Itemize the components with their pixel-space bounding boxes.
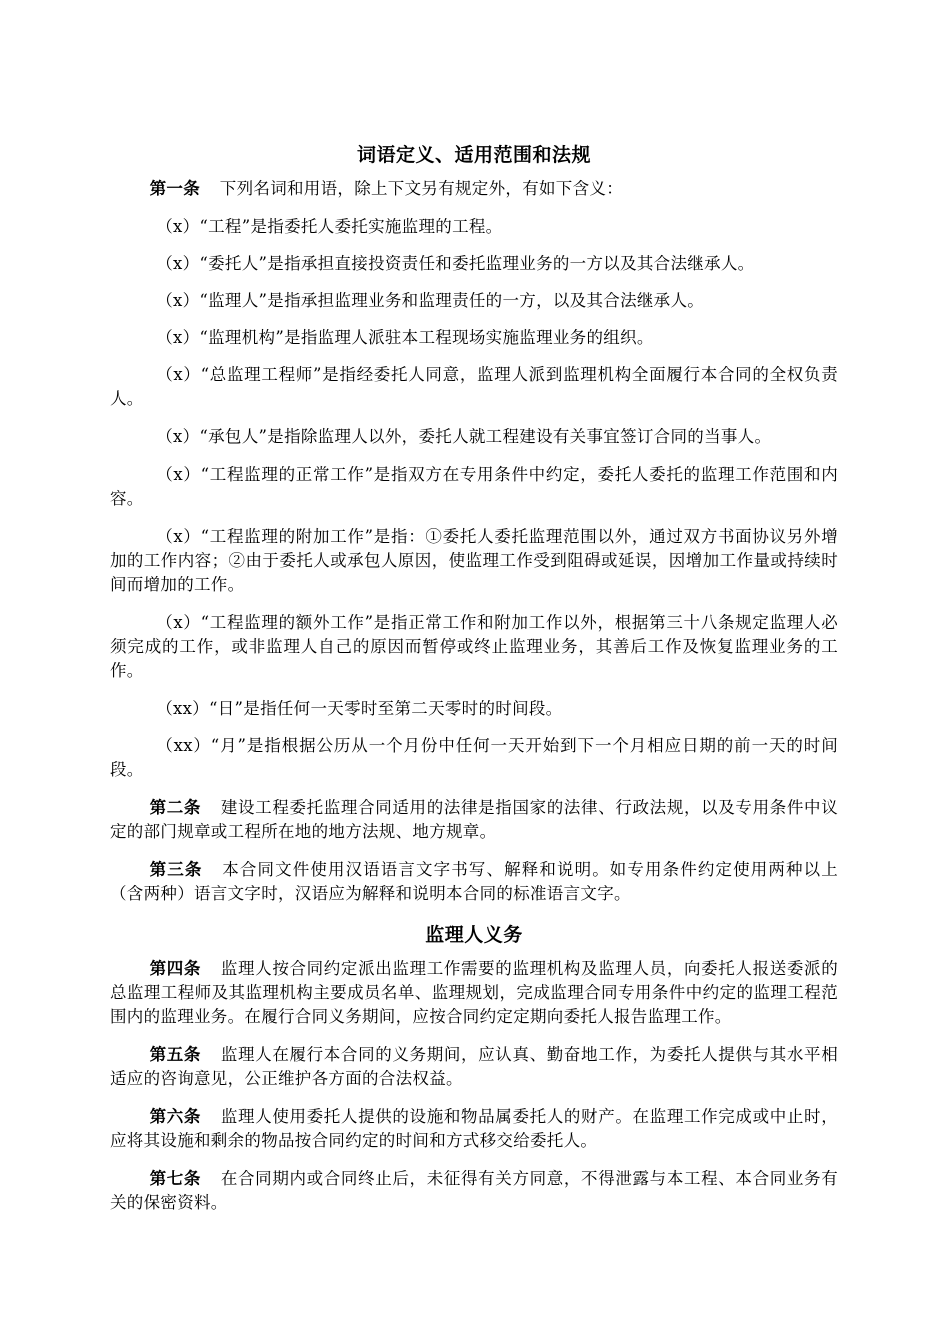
article-1-label: 第一条 — [149, 179, 200, 198]
article-7-text: 在合同期内或合同终止后，未征得有关方同意，不得泄露与本工程、本合同业务有关的保密资料。 — [110, 1169, 838, 1212]
definition-item: （xx）“月”是指根据公历从一个月份中任何一天开始到下一个月相应日期的前一天的时间段。 — [110, 736, 838, 779]
definition-item: （xx）“日”是指任何一天零时至第二天零时的时间段。 — [156, 699, 563, 718]
section-title-definitions: 词语定义、适用范围和法规 — [356, 144, 591, 166]
article-7 — [110, 1167, 838, 1215]
article-6-label: 第六条 — [149, 1107, 202, 1126]
article-3-label: 第三条 — [149, 860, 203, 879]
article-2 — [110, 796, 838, 844]
document-page — [110, 140, 838, 1229]
section-title-obligations: 监理人义务 — [425, 924, 523, 946]
article-1-text: 下列名词和用语，除上下文另有规定外，有如下含义： — [219, 179, 623, 198]
definition-item: （x）“工程监理的正常工作”是指双方在专用条件中约定，委托人委托的监理工作范围和内容。 — [110, 465, 838, 508]
definition-item: （x）“工程监理的附加工作”是指：①委托人委托监理范围以外，通过双方书面协议另外增加的工作内容；②由于委托人或承包人原因，使监理工作受到阻碍或延误，因增加工作量或持续时间而增加的工作。 — [110, 527, 838, 594]
article-4-text: 监理人按合同约定派出监理工作需要的监理机构及监理人员，向委托人报送委派的总监理工程师及其监理机构主要成员名单、监理规划，完成监理合同专用条件中约定的监理工程范围内的监理业务。在履行合同义务期间，应按合同约定定期向委托人报告监理工作。 — [110, 959, 838, 1026]
article-5 — [110, 1043, 838, 1091]
definition-item: （x）“监理人”是指承担监理业务和监理责任的一方，以及其合法继承人。 — [156, 291, 705, 310]
article-7-label: 第七条 — [149, 1169, 202, 1188]
article-6-text: 监理人使用委托人提供的设施和物品属委托人的财产。在监理工作完成或中止时，应将其设施和剩余的物品按合同约定的时间和方式移交给委托人。 — [110, 1107, 838, 1150]
definition-item: （x）“委托人”是指承担直接投资责任和委托监理业务的一方以及其合法继承人。 — [156, 254, 755, 273]
definition-item: （x）“监理机构”是指监理人派驻本工程现场实施监理业务的组织。 — [156, 328, 654, 347]
article-2-text: 建设工程委托监理合同适用的法律是指国家的法律、行政法规，以及专用条件中议定的部门规章或工程所在地的地方法规、地方规章。 — [110, 798, 838, 841]
definition-item: （x）“总监理工程师”是指经委托人同意，监理人派到监理机构全面履行本合同的全权负责人。 — [110, 365, 838, 408]
article-3 — [110, 858, 838, 906]
definition-item: （x）“工程”是指委托人委托实施监理的工程。 — [156, 217, 503, 236]
definition-item: （x）“承包人”是指除监理人以外，委托人就工程建设有关事宜签订合同的当事人。 — [156, 427, 772, 446]
article-4 — [110, 957, 838, 1029]
article-1 — [110, 177, 838, 201]
article-4-label: 第四条 — [149, 959, 202, 978]
article-5-label: 第五条 — [149, 1045, 202, 1064]
article-3-text: 本合同文件使用汉语语言文字书写、解释和说明。如专用条件约定使用两种以上（含两种）语言文字时，汉语应为解释和说明本合同的标准语言文字。 — [110, 860, 839, 903]
article-6 — [110, 1105, 838, 1153]
article-5-text: 监理人在履行本合同的义务期间，应认真、勤奋地工作，为委托人提供与其水平相适应的咨询意见，公正维护各方面的合法权益。 — [110, 1045, 838, 1088]
definition-item: （x）“工程监理的额外工作”是指正常工作和附加工作以外，根据第三十八条规定监理人必须完成的工作，或非监理人自己的原因而暂停或终止监理业务，其善后工作及恢复监理业务的工作。 — [110, 613, 838, 680]
article-2-label: 第二条 — [149, 798, 202, 817]
